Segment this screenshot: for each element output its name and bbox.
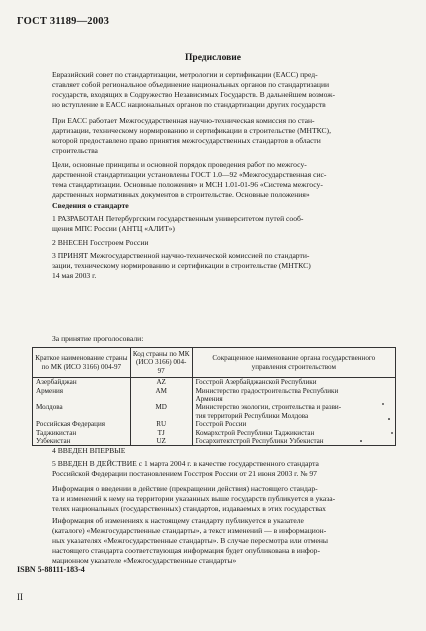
text-line: государств, входящих в Содружество Независимых Государств. В дальнейшем возмож- bbox=[52, 89, 335, 99]
organ-name-cell bbox=[192, 429, 395, 437]
text-line: мационном указателе «Межгосударственные стандарты» bbox=[52, 555, 237, 565]
column-header-code: Код страны по МК (ИСО 3166) 004-97 bbox=[130, 348, 192, 378]
table-row bbox=[33, 403, 396, 420]
text-line: 5 ВВЕДЕН В ДЕЙСТВИЕ с 1 марта 2004 г. в качестве государственного стандарта bbox=[52, 459, 319, 468]
table-row bbox=[33, 420, 396, 428]
text-line: 1 РАЗРАБОТАН Петербургским государственным университетом путей сооб- bbox=[52, 214, 304, 223]
paragraph-eass-intro bbox=[32, 70, 392, 110]
country-name-cell: Армения bbox=[33, 387, 131, 404]
organ-name-line: Министерство экологии, строительства и разви- bbox=[195, 403, 342, 412]
text-line: зации, техническому нормированию и сертификации в строительстве (МНТКС) bbox=[52, 260, 311, 270]
text-line: 4 ВВЕДЕН ВПЕРВЫЕ bbox=[52, 446, 126, 455]
organ-name-line: Министерство градостроительства Республики bbox=[195, 386, 339, 395]
table-row bbox=[33, 429, 396, 437]
text-line: ных указателях «Межгосударственные стандарты». В случае пересмотра или отмены bbox=[52, 535, 328, 545]
text-line: 3 ПРИНЯТ Межгосударственной научно-технической комиссией по стандарти- bbox=[52, 251, 310, 260]
item-first-introduced bbox=[32, 446, 392, 456]
text-line: Российской Федерации постановлением Госстроя России от 21 июня 2003 г. № 97 bbox=[52, 468, 317, 478]
organ-name-line: Госархитектстрой Республики Узбекистан bbox=[195, 437, 324, 446]
country-code-cell: RU bbox=[130, 420, 192, 428]
country-code-cell: TJ bbox=[130, 429, 192, 437]
item-adopted-by bbox=[32, 251, 392, 281]
item-submitted-by bbox=[32, 238, 392, 248]
text-line: 2 ВНЕСЕН Госстроем России bbox=[52, 238, 149, 247]
isbn: ISBN 5-88111-183-4 bbox=[17, 565, 85, 574]
text-line: При ЕАСС работает Межгосударственная научно-техническая комиссия по стан- bbox=[52, 116, 315, 125]
voting-countries-table bbox=[32, 347, 396, 446]
organ-name-cell bbox=[192, 403, 395, 420]
document-id-header: ГОСТ 31189—2003 bbox=[17, 16, 110, 27]
country-name-cell: Молдова bbox=[33, 403, 131, 420]
text-line: тема стандартизации. Основные положения» и МСН 1.01-01-96 «Система межгосу- bbox=[52, 179, 323, 189]
item-effective-date bbox=[32, 459, 392, 479]
paragraph-amendments-info bbox=[32, 516, 392, 566]
text-line: настоящего стандарта соответствующая информация будет опубликована в инфор- bbox=[52, 545, 320, 555]
scan-speck bbox=[391, 432, 393, 434]
organ-name-line: Госстрой России bbox=[195, 420, 247, 429]
country-name-cell: Узбекистан bbox=[33, 437, 131, 446]
scan-speck bbox=[360, 440, 362, 442]
country-code-cell: AM bbox=[130, 387, 192, 404]
column-header-country: Краткое наименование страны по МК (ИСО 3166) 004-97 bbox=[33, 348, 131, 378]
text-line: 14 мая 2003 г. bbox=[52, 270, 97, 280]
text-line: дартизации, техническому нормированию и сертификации в строительстве (МНТКС), bbox=[52, 125, 331, 135]
text-line: щения МПС России (АНТЦ «АЛИТ») bbox=[52, 223, 175, 233]
table-row bbox=[33, 387, 396, 404]
text-line: телях национальных (государственных) стандартов, издаваемых в этих государствах bbox=[52, 503, 326, 513]
section-title: Предисловие bbox=[185, 53, 241, 63]
organ-name-cell bbox=[192, 387, 395, 404]
text-line: ставляет собой региональное объединение национальных органов по стандартизации bbox=[52, 79, 330, 89]
vote-intro: За принятие проголосовали: bbox=[52, 334, 144, 343]
table-body bbox=[33, 378, 396, 446]
organ-name-line: тия территорий Республики Молдова bbox=[195, 411, 309, 420]
paragraph-publication-info bbox=[32, 484, 392, 514]
country-name-cell: Таджикистан bbox=[33, 429, 131, 437]
text-line: которой предоставлено право принятия межгосударственных стандартов в области bbox=[52, 135, 321, 145]
scan-speck bbox=[382, 403, 384, 405]
organ-name-cell bbox=[192, 420, 395, 428]
subheading-standard-info: Сведения о стандарте bbox=[52, 201, 129, 210]
text-line: но вступление в ЕАСС национальных органов по стандартизации других государств bbox=[52, 99, 326, 109]
text-line: Цели, основные принципы и основной порядок проведения работ по межгосу- bbox=[52, 160, 307, 169]
text-line: строительства bbox=[52, 145, 98, 155]
country-code-cell: MD bbox=[130, 403, 192, 420]
text-line: Евразийский совет по стандартизации, метрологии и сертификации (ЕАСС) пред- bbox=[52, 70, 318, 79]
country-name-cell: Российская Федерация bbox=[33, 420, 131, 428]
text-line: Информация о введении в действие (прекращении действия) настоящего стандар- bbox=[52, 484, 318, 493]
organ-name-line: Госстрой Азербайджанской Республики bbox=[195, 378, 317, 387]
table-header-row bbox=[33, 348, 396, 378]
table-row bbox=[33, 378, 396, 387]
organ-name-line: Комархстрой Республики Таджикистан bbox=[195, 428, 315, 437]
page-number: II bbox=[17, 592, 23, 602]
organ-name-cell bbox=[192, 378, 395, 387]
scan-speck bbox=[388, 418, 390, 420]
paragraph-goals bbox=[32, 160, 392, 200]
table-row bbox=[33, 437, 396, 446]
text-line: (каталоге) «Межгосударственные стандарты», а текст изменений — в информацион- bbox=[52, 525, 327, 535]
country-code-cell: AZ bbox=[130, 378, 192, 387]
column-header-organ: Сокращенное наименование органа государственного управления строительством bbox=[192, 348, 395, 378]
country-name-cell: Азербайджан bbox=[33, 378, 131, 387]
country-code-cell: UZ bbox=[130, 437, 192, 446]
paragraph-mntks bbox=[32, 116, 392, 156]
text-line: дарственных нормативных документов в строительстве. Основные положения» bbox=[52, 189, 310, 199]
organ-name-line: Армения bbox=[195, 395, 223, 404]
text-line: та и изменений к нему на территории указанных выше государств публикуется в указа- bbox=[52, 493, 336, 503]
item-developed-by bbox=[32, 214, 392, 234]
organ-name-cell bbox=[192, 437, 395, 446]
text-line: дарственной стандартизации установлены ГОСТ 1.0—92 «Межгосударственная сис- bbox=[52, 169, 327, 179]
text-line: Информация об изменениях к настоящему стандарту публикуется в указателе bbox=[52, 516, 304, 525]
